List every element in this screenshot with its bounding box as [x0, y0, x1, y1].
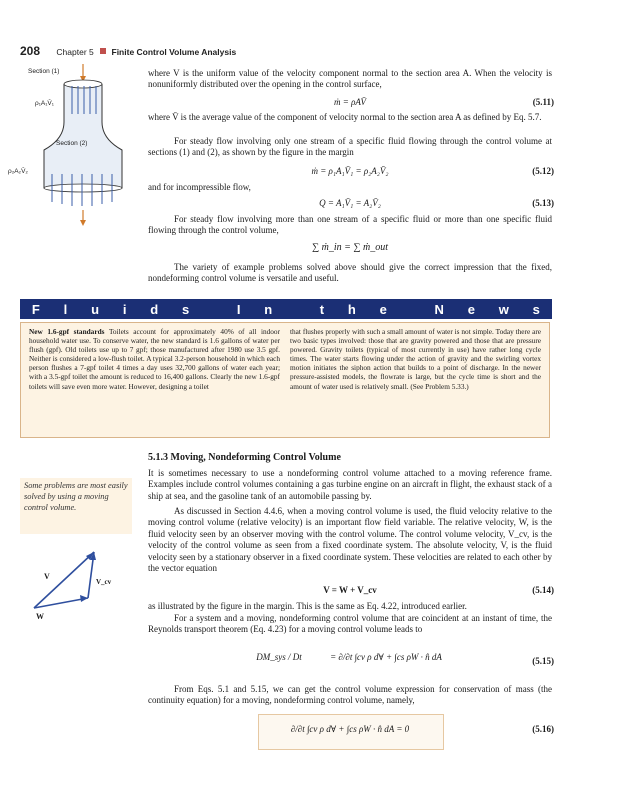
equation-5-12: ṁ = ρ₁A₁V̄₁ = ρ₂A₂V̄₂: [311, 166, 389, 176]
section-1-label: Section (1): [28, 68, 60, 75]
equation-5-14-number: (5.14): [532, 585, 554, 595]
chapter-square-icon: [100, 48, 106, 54]
page-header: [20, 44, 236, 58]
equation-5-13-number: (5.13): [532, 198, 554, 208]
news-column-1: New 1.6-gpf standards Toilets account for approximately 40% of all indoor household water use. To conserve water, the new standard is 1.6 gallons of water per flush (gpf). Old toilets use up to 7 gpf; those manufactured after 1980 use 3.5 gpf. Neither is considered a low-flush toilet. A typical 3.2-person household in which each person flushes a 7-gpf toilet 4 times a day uses 32,700 gallons of water each year; with a 3.5-gpf toilet the amount is reduced to 16,400 gallons. Clearly the new 1.6-gpf toilets will save even more water. However, designing a toilet: [29, 327, 281, 391]
equation-5-11: ṁ = ρAV̄: [334, 97, 366, 107]
equation-5-15-number: (5.15): [532, 656, 554, 666]
equation-5-15-rhs: = ∂/∂t ∫cv ρ d∀ + ∫cs ρW · n̂ dA: [330, 652, 442, 662]
section-title: 5.1.3 Moving, Nondeforming Control Volume: [148, 452, 341, 463]
section-paragraph-2: As discussed in Section 4.4.6, when a moving control volume is used, the fluid velocity relative to the moving control volume (relative velocity) is an important flow field variable. The relative velocity, W, is the fluid velocity seen by an observer moving with the control volume. The control volume velocity, V_cv, is the velocity of the control volume as seen from a fixed coordinate system. The absolute velocity, V, is the fluid velocity seen by a stationary observer in a fixed coordinate system. These velocities are related to each other by the vector equation: [148, 506, 552, 574]
section-paragraph-1: It is sometimes necessary to use a nondeforming control volume attached to a moving reference frame. Examples include control volumes containing a gas turbine engine on an aircraft in flight, the exhaust stack of a ship at sea, and the gasoline tank of an automobile passing by.: [148, 468, 552, 501]
margin-note: Some problems are most easily solved by using a moving control volume.: [20, 478, 132, 534]
equation-5-12-number: (5.12): [532, 166, 554, 176]
section-1-flow-label: ρ₁A₁V̄₁: [35, 100, 54, 107]
label-Vcv: V_cv: [96, 578, 112, 586]
section-paragraph-4: For a system and a moving, nondeforming control volume that are coincident at an instant of time, the Reynolds transport theorem (Eq. 4.23) for a moving control volume leads to: [148, 613, 552, 635]
label-V: V: [44, 572, 50, 581]
paragraph-6: The variety of example problems solved above should give the correct impression that the fixed, nondeforming control volume is versatile and useful.: [148, 262, 552, 284]
section-2-flow-label: ρ₂A₂V̄₂: [8, 168, 28, 175]
news-headline: New 1.6-gpf standards: [29, 327, 105, 336]
equation-5-16-number: (5.16): [532, 724, 554, 734]
section-paragraph-5: From Eqs. 5.1 and 5.15, we can get the control volume expression for conservation of mass (the continuity equation) for a moving, nondeforming control volume, namely,: [148, 684, 552, 706]
page-number: 208: [20, 44, 41, 58]
outflow-arrowhead: [80, 220, 86, 226]
chapter-label: Chapter 5: [56, 47, 94, 57]
paragraph-5: For steady flow involving more than one stream of a specific fluid or more than one specific fluid flowing through the control volume,: [148, 214, 552, 236]
chapter-title: Finite Control Volume Analysis: [111, 47, 237, 57]
paragraph-3: For steady flow involving only one stream of a specific fluid flowing through the control volume at sections (1) and (2), as shown by the figure in the margin: [148, 136, 552, 158]
paragraph-1: where V is the uniform value of the velocity component normal to the section area A. When the velocity is nonuniformly distributed over the opening in the control surface,: [148, 68, 552, 90]
paragraph-2: where V̄ is the average value of the component of velocity normal to the section area A as defined by Eq. 5.7.: [148, 112, 542, 122]
equation-5-14: V = W + V_cv: [323, 585, 377, 595]
equation-sum: ∑ ṁ_in = ∑ ṁ_out: [311, 242, 388, 253]
equation-5-13: Q = A₁V̄₁ = A₂V̄₂: [319, 198, 381, 208]
fluids-in-the-news-banner: F l u i d s I n t h e N e w s: [20, 299, 552, 319]
equation-5-16: ∂/∂t ∫cv ρ d∀ + ∫cs ρW · n̂ dA = 0: [290, 724, 410, 734]
news-column-2: that flushes properly with such a small amount of water is not simple. Today there are two basic types involved: those that are gravity powered and those that are pressure powered. Gravity toilets (typical of most currently in use) have rather long cycle times. The water starts flowing under the action of gravity and the swirling vortex motion initiates the siphon action that builds to a point of discharge. In the newer pressure-assisted models, the flowrate is large, but the cycle time is short and the amount of water used is relatively small. (See Problem 5.33.): [290, 327, 541, 391]
section-paragraph-3: as illustrated by the figure in the margin. This is the same as Eq. 4.22, introduced earlier.: [148, 601, 467, 611]
nozzle-body: [44, 84, 122, 188]
section-2-ellipse: [44, 184, 122, 192]
section-2-label: Section (2): [56, 140, 88, 147]
label-W: W: [36, 612, 44, 621]
equation-5-15-lhs: DM_sys / Dt: [256, 652, 302, 662]
equation-5-11-number: (5.11): [532, 97, 554, 107]
news-box: [20, 322, 550, 438]
paragraph-4: and for incompressible flow,: [148, 182, 251, 192]
